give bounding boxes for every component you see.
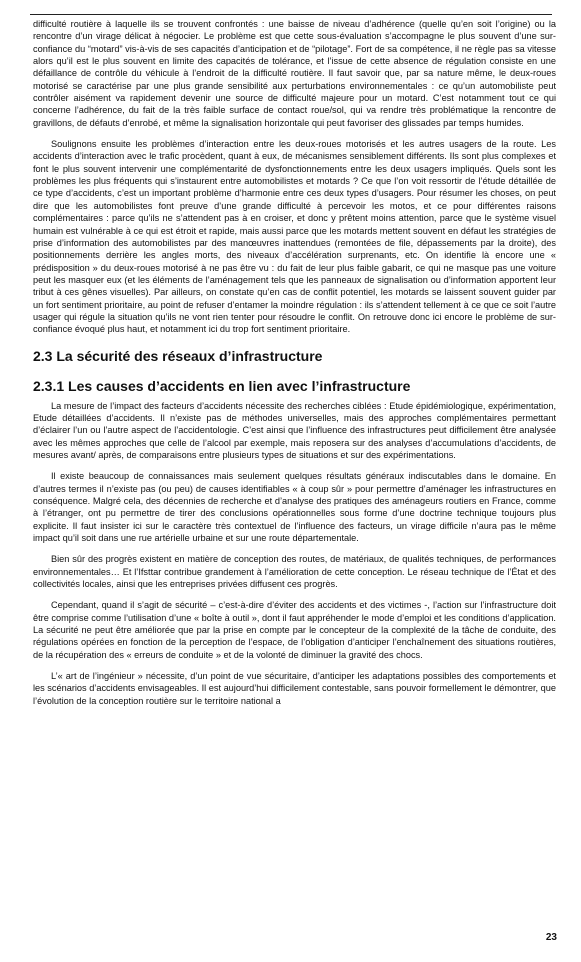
subsection-heading: 2.3.1 Les causes d’accidents en lien avec l’infrastructure [33, 377, 411, 394]
page-number: 23 [545, 932, 557, 943]
header-rule [30, 14, 552, 15]
page-body [33, 18, 556, 716]
section-heading: 2.3 La sécurité des réseaux d’infrastructure [33, 347, 323, 364]
paragraph-knowledge: Il existe beaucoup de connaissances mais seulement quelques résultats généraux indiscutables dans le domaine. En d’autres termes il n’existe pas (ou peu) de causes identifiables « à coup sûr » pour permettre d’aménager les infrastructures en conséquence. Malgré cela, des décennies de recherche et d’analyse des pratiques des aménageurs routiers en France, comme à l’étranger, ont pu permettre de tirer des conclusions opérationnelles sous forme d’une doctrine technique toujours plus explicite. Il faut insister ici sur le caractère très contextuel de l’influence des facteurs, un virage difficile n’aura pas le même impact qu’il soit dans une rue artérielle urbaine et sur une route départementale. [33, 471, 556, 544]
paragraph-continued: difficulté routière à laquelle ils se trouvent confrontés : une baisse de niveau d’adhérence (quelle qu’en soit l’origine) ou la rencontre d’un virage délicat à négocier. Le problème est que cette sous-évaluation s’accompagne le plus souvent d’une sur-confiance du “motard” vis-à-vis de ses capacités d’anticipation et de “pilotage”. Fort de sa compétence, il ne règle pas sa vitesse alors qu’il est le plus souvent en limite des capacités de tolérance, et l’issue de cette absence de régulation consiste en une défaillance de contrôle du véhicule à l’endroit de la difficulté routière. Il faut savoir que, par sa nature même, le deux-roues motorisé se caractérise par une plus grande sensibilité aux perturbations environnementales : ce qu’un automobiliste peut contrôler aisément va rapidement devenir une source de difficulté majeure pour un motard. C’est notamment tout ce qui concerne l’adhérence, du fait de la très faible surface de contact roue/sol, qui va rendre très problématique la rencontre de gravillons, de défauts d’enrobé, et même la signalisation horizontale qui peut favoriser des glissades par temps humides. [33, 19, 556, 128]
paragraph-engineer-art: L’« art de l’ingénieur » nécessite, d’un point de vue sécuritaire, d’anticiper les adaptations possibles des comportements et les scénarios d’accidents envisageables. Il est aujourd’hui difficilement contestable, sans pouvoir formellement le démontrer, que l’évolution de la conception routière sur le territoire national a [33, 671, 556, 706]
paragraph-security-toolbox: Cependant, quand il s’agit de sécurité – c’est-à-dire d’éviter des accidents et des victimes -, l’action sur l’infrastructure doit être comprise comme l’utilisation d’une « boîte à outil », dont il faut appréhender le mode d’emploi et les conditions d’application. La sécurité ne peut être améliorée que par la prise en compte par le concepteur de la complexité de la tâche de conduite, des régulations opérées en fonction de la perception de l’espace, de l’obligation d’anticiper l’enchaînement des situations routières, de la récupération des « erreurs de conduite » et de la volonté de diminuer la gravité des chocs. [33, 600, 556, 660]
paragraph-impact-measure: La mesure de l’impact des facteurs d’accidents nécessite des recherches ciblées : Etude épidémiologique, expérimentation, Etude détaillées d’accidents. Il n’existe pas de méthodes universelles, mais des approches complémentaires permettant d’éclairer l’un ou l’autre aspect de l’accidentologie. C’est ainsi que l’influence des infrastructures peut difficilement être analysée avec les mêmes approches que celle de l’alcool par exemple, mais reposera sur des analyses d’accumulations d’accidents, de mesures avant/ après, de comparaisons entre plusieurs types de situations et sur des expérimentations. [33, 400, 556, 460]
paragraph-interaction-accidents: Soulignons ensuite les problèmes d’interaction entre les deux-roues motorisés et les autres usagers de la route. Les accidents d’interaction avec le trafic procèdent, quant à eux, de mécanismes sensiblement différents. Ils sont plus complexes et font le plus souvent intervenir une complémentarité de dysfonctionnements entre les deux usagers impliqués. Quels sont les problèmes les plus fréquents qui s’instaurent entre automobilistes et motards ? Ce que l’on voit ressortir de l’étude détaillée de ce type d’accidents, c’est un important problème d’harmonie entre ces deux types d’usagers. Pour résumer les choses, on peut dire que les automobilistes font preuve d’une grande difficulté à percevoir les motos, et ce pour différentes raisons complémentaires : parce qu’ils ne s’attendent pas à en croiser, et donc y prêtent moins attention, parce que le système visuel humain est vulnérable à ce qui est étroit et rapide, mais aussi parce que les motards mettent souvent en défaut les stratégies de prise d’information des automobilistes par des manœuvres inattendues (remontées de file, dépassements par la droite), des positionnements derrière les angles morts, des niveaux d’accélération surprenants, etc. On identifie là encore une « prédisposition » du deux-roues motorisé à ne pas être vu : du fait de leur plus faible gabarit, ce qui ne masque pas une voiture peut les masquer eux (et les éléments de l’aménagement tels que les panneaux de signalisation ou d’information apportent leur tribut à ces gênes visuelles). Par ailleurs, on constate qu’en cas de conflit potentiel, les motards se laissent souvent guider par un fort sentiment prioritaire, au point de refuser d’entamer la moindre régulation : ils s’attendent tellement à ce que ce soit l’autre usager qui régule la situation qu’ils ne vont rien tenter pour résoudre le conflit. On retrouve donc ici encore le problème de sur-confiance évoqué plus haut, et notamment ici du trop fort sentiment prioritaire. [33, 139, 556, 335]
paragraph-progress: Bien sûr des progrès existent en matière de conception des routes, de matériaux, de qualités techniques, de performances environnementales… Et l’Ifsttar contribue grandement à l’amélioration de cette conception. Le réseau technique de l’État et des collectivités locales, ainsi que les entreprises privées diffusent ces progrès. [33, 554, 556, 590]
